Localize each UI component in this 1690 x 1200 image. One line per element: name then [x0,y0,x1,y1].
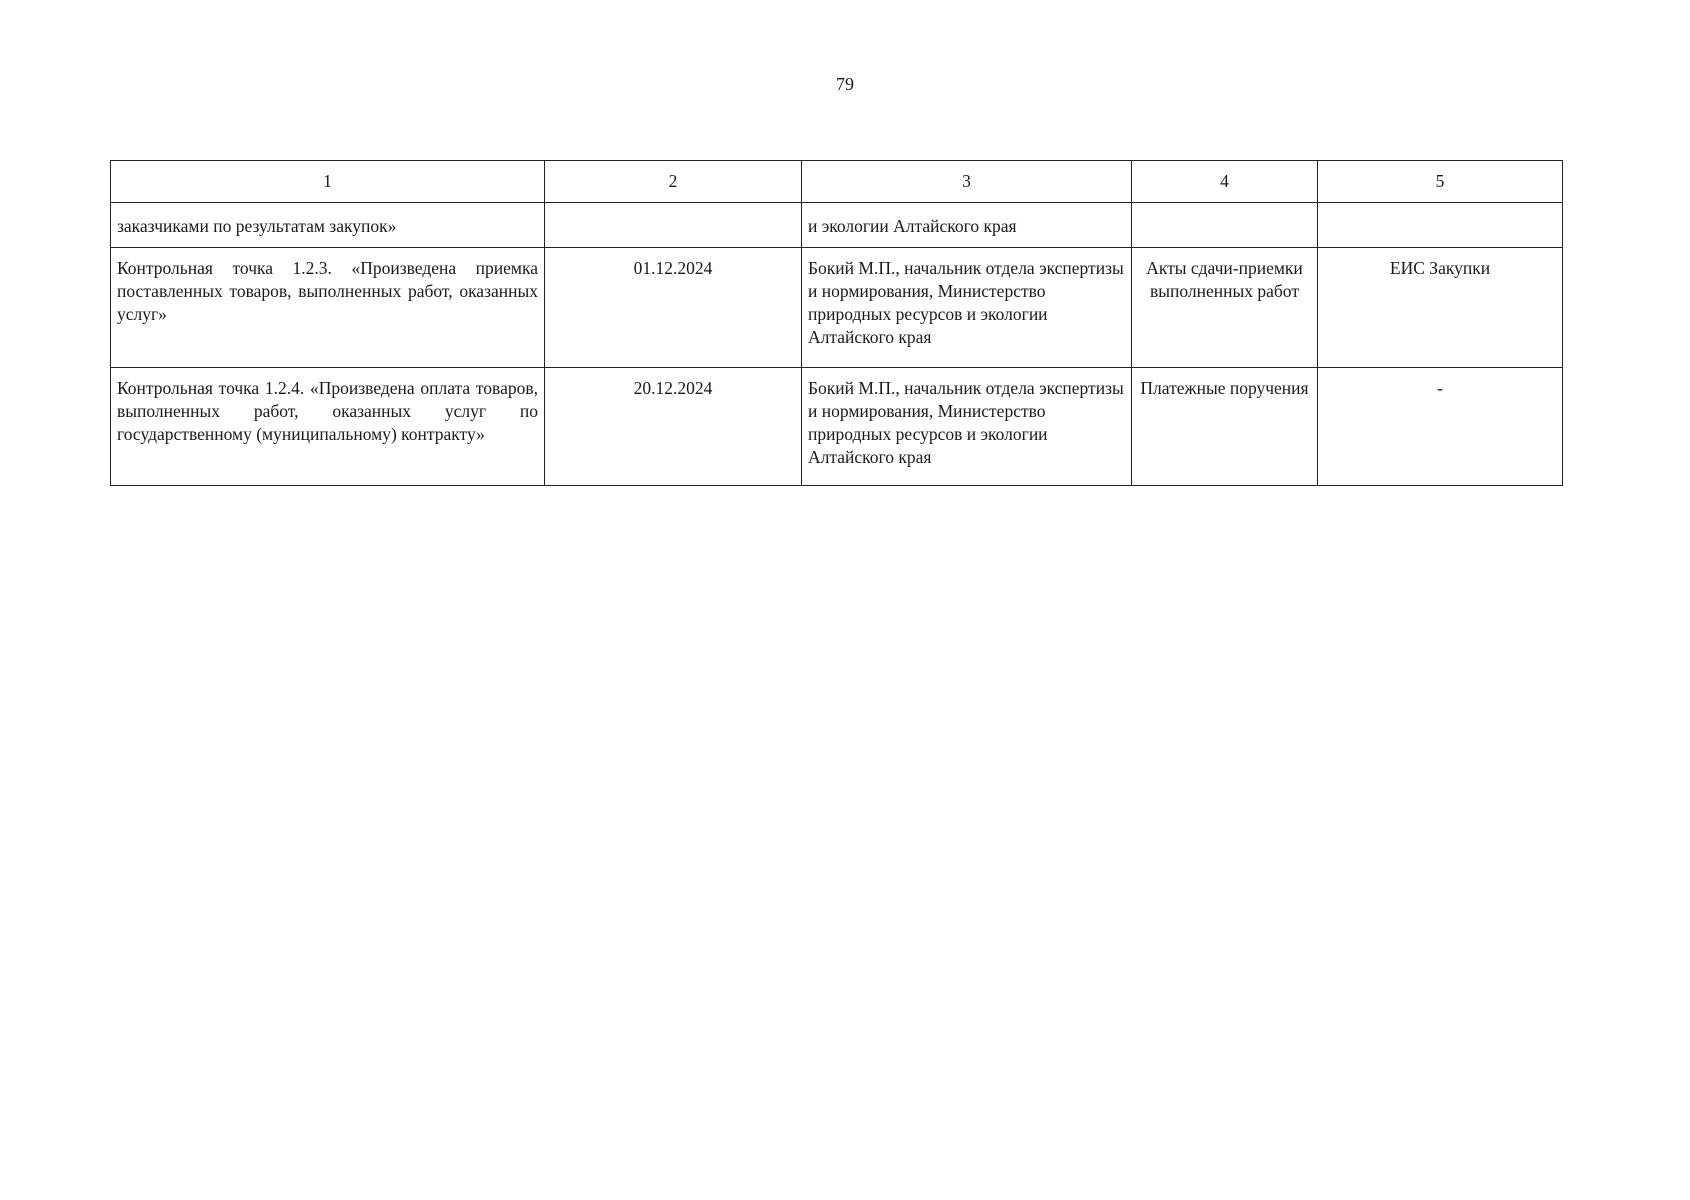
table-header-row [111,161,1563,203]
column-number-header: 2 [545,161,802,203]
information-system-cell: ЕИС Закупки [1318,248,1563,368]
date-cell: 01.12.2024 [545,248,802,368]
column-number-header: 1 [111,161,545,203]
responsible-cell: и экологии Алтайского края [802,203,1132,248]
document-table [110,160,1563,486]
document-type-cell: Платежные поручения [1132,368,1318,486]
table-row [111,248,1563,368]
control-point-cell: Контрольная точка 1.2.3. «Произведена приемка поставленных товаров, выполненных работ, оказанных услуг» [111,248,545,368]
column-number-header: 5 [1318,161,1563,203]
date-cell [545,203,802,248]
table-row [111,368,1563,486]
page-number: 79 [836,74,854,94]
table-row [111,203,1563,248]
document-type-cell: Акты сдачи-приемки выполненных работ [1132,248,1318,368]
control-point-cell: Контрольная точка 1.2.4. «Произведена оплата товаров, выполненных работ, оказанных услуг по государственному (муниципальному) контракту» [111,368,545,486]
column-number-header: 4 [1132,161,1318,203]
information-system-cell [1318,203,1563,248]
responsible-cell: Бокий М.П., начальник отдела экспертизы и нормирования, Министерство природных ресурсов и экологии Алтайского края [802,248,1132,368]
responsible-cell: Бокий М.П., начальник отдела экспертизы и нормирования, Министерство природных ресурсов и экологии Алтайского края [802,368,1132,486]
information-system-cell: - [1318,368,1563,486]
date-cell: 20.12.2024 [545,368,802,486]
control-point-cell: заказчиками по результатам закупок» [111,203,545,248]
document-type-cell [1132,203,1318,248]
column-number-header: 3 [802,161,1132,203]
